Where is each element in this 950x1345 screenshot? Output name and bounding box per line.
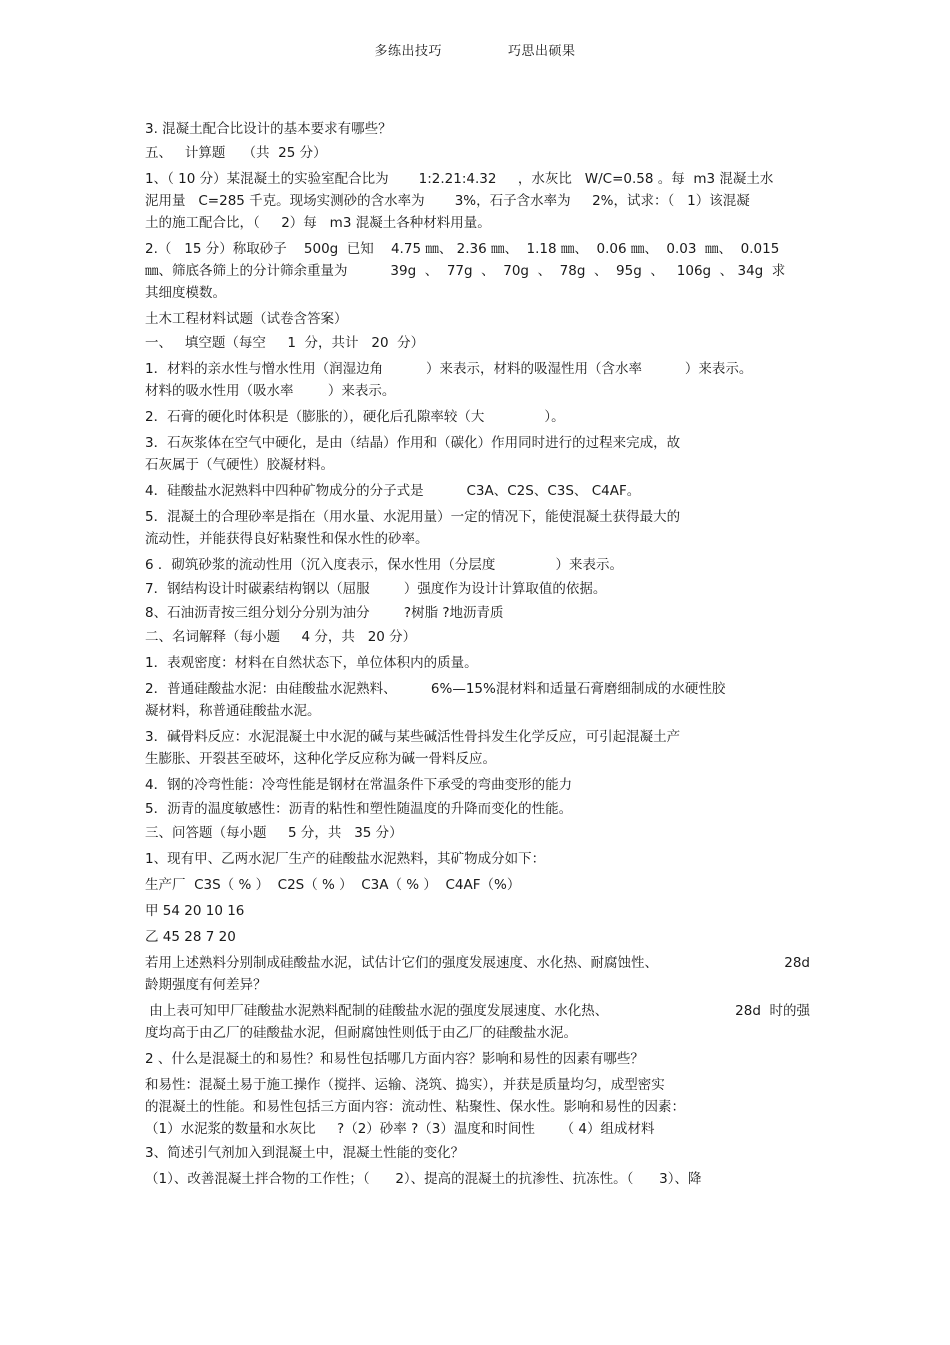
calc-1-line-1: 1、（ 10 分）某混凝土的实验室配合比为 1:2.21:4.32 ，水灰比 W/C=0.58 。每 m3 混凝土水: [145, 171, 774, 187]
qa-1-question-28d: 28d: [784, 955, 810, 971]
qa-2-answer-line-2: 的混凝土的性能。和易性包括三方面内容：流动性、粘聚性、保水性。影响和易性的因素：: [145, 1099, 685, 1115]
qa-2-question: 2 、什么是混凝土的和易性？和易性包括哪几方面内容？影响和易性的因素有哪些？: [145, 1051, 644, 1067]
fill-3-line-1: 3．石灰浆体在空气中硬化，是由（结晶）作用和（碳化）作用同时进行的过程来完成，故: [145, 435, 681, 451]
fill-8-line: 8、石油沥青按三组分划分分别为油分 ?树脂 ?地沥青质: [145, 605, 504, 621]
qa-3-question: 3、简述引气剂加入到混凝土中，混凝土性能的变化？: [145, 1145, 465, 1161]
qa-1-question-text: 若用上述熟料分别制成硅酸盐水泥，试估计它们的强度发展速度、水化热、耐腐蚀性、: [145, 955, 658, 971]
section-2-heading: 二、名词解释（每小题 4 分，共 20 分）: [145, 629, 417, 645]
term-2-line-1: 2．普通硅酸盐水泥：由硅酸盐水泥熟料、 6%—15%混材料和适量石膏磨细制成的水硬性胶: [145, 681, 726, 697]
qa-1-table-header: 生产厂 C3S（ % ） C2S（ % ） C3A（ % ） C4AF（%）: [145, 877, 521, 893]
term-3-line-2: 生膨胀、开裂甚至破坏，这种化学反应称为碱一骨料反应。: [145, 751, 496, 767]
qa-1-line-1: 1、现有甲、乙两水泥厂生产的硅酸盐水泥熟料，其矿物成分如下：: [145, 851, 546, 867]
term-3-line-1: 3．碱骨料反应：水泥混凝土中水泥的碱与某些碱活性骨抖发生化学反应，可引起混凝土产: [145, 729, 681, 745]
qa-2-answer-line-1: 和易性：混凝土易于施工操作（搅拌、运输、浇筑、捣实），并获是质量均匀，成型密实: [145, 1077, 665, 1093]
qa-1-answer-text: 由上表可知甲厂硅酸盐水泥熟料配制的硅酸盐水泥的强度发展速度、水化热、: [145, 1003, 609, 1019]
fill-3-line-2: 石灰属于（气硬性）胶凝材料。: [145, 457, 334, 473]
fill-6-line: 6 ．砌筑砂浆的流动性用（沉入度表示，保水性用（分层度 ）来表示。: [145, 557, 623, 573]
qa-1-row-jia: 甲 54 20 10 16: [145, 903, 245, 919]
page-header: [0, 40, 950, 59]
document-body: [145, 118, 810, 1190]
qa-1-answer-line-1: [145, 1000, 810, 1022]
fill-7-line: 7．钢结构设计时碳素结构钢以（屈服 ）强度作为设计计算取值的依据。: [145, 581, 607, 597]
qa-1-row-yi: 乙 45 28 7 20: [145, 929, 236, 945]
header-right-text: 巧思出硕果: [508, 44, 576, 59]
calc-1-line-3: 土的施工配合比，（ 2）每 m3 混凝土各种材料用量。: [145, 215, 491, 231]
calc-2-line-2: ㎜、筛底各筛上的分计筛余重量为 39g 、 77g 、 70g 、 78g 、 95g 、 106g 、 34g 求: [145, 263, 786, 279]
qa-3-answer-line-1: （1）、改善混凝土拌合物的工作性；（ 2）、提高的混凝土的抗渗性、抗冻性。（ 3）、降: [145, 1171, 702, 1187]
term-1-line: 1．表观密度：材料在自然状态下，单位体积内的质量。: [145, 655, 478, 671]
term-2-line-2: 凝材料，称普通硅酸盐水泥。: [145, 703, 321, 719]
fill-5-line-1: 5．混凝土的合理砂率是指在（用水量、水泥用量）一定的情况下，能使混凝土获得最大的: [145, 509, 681, 525]
qa-1-answer-28d: 28d 时的强: [735, 1003, 810, 1019]
fill-1-line-1: 1．材料的亲水性与憎水性用（润湿边角 ）来表示，材料的吸湿性用（含水率 ）来表示。: [145, 361, 753, 377]
qa-1-question-line-1: [145, 952, 810, 974]
qa-1-question-line-2: 龄期强度有何差异？: [145, 977, 267, 993]
term-4-line: 4．钢的冷弯性能：冷弯性能是钢材在常温条件下承受的弯曲变形的能力: [145, 777, 573, 793]
fill-1-line-2: 材料的吸水性用（吸水率 ）来表示。: [145, 383, 396, 399]
calc-1-line-2: 泥用量 C=285 千克。现场实测砂的含水率为 3%，石子含水率为 2%，试求：（ 1）该混凝: [145, 193, 750, 209]
fill-4-line: 4．硅酸盐水泥熟料中四种矿物成分的分子式是 C3A、C2S、C3S、 C4AF。: [145, 483, 641, 499]
section-5-heading: 五、 计算题 （共 25 分）: [145, 145, 327, 161]
qa-2-answer-line-3: （1）水泥浆的数量和水灰比 ?（2）砂率 ?（3）温度和时间性 （ 4）组成材料: [145, 1121, 655, 1137]
section-1-heading: 一、 填空题（每空 1 分，共计 20 分）: [145, 335, 425, 351]
exam-title: 土木工程材料试题（试卷含答案）: [145, 311, 348, 327]
qa-1-answer-line-2: 度均高于由乙厂的硅酸盐水泥，但耐腐蚀性则低于由乙厂的硅酸盐水泥。: [145, 1025, 577, 1041]
question-3-line: 3. 混凝土配合比设计的基本要求有哪些？: [145, 121, 392, 137]
fill-2-line: 2．石膏的硬化时体积是（膨胀的），硬化后孔隙率较（大 ）。: [145, 409, 565, 425]
header-left-text: 多练出技巧: [374, 44, 442, 59]
calc-2-line-3: 其细度模数。: [145, 285, 226, 301]
section-3-heading: 三、问答题（每小题 5 分，共 35 分）: [145, 825, 403, 841]
calc-2-line-1: 2.（ 15 分）称取砂子 500g 已知 4.75 ㎜、 2.36 ㎜、 1.18 ㎜、 0.06 ㎜、 0.03 ㎜、 0.015: [145, 241, 780, 257]
term-5-line: 5．沥青的温度敏感性：沥青的粘性和塑性随温度的升降而变化的性能。: [145, 801, 573, 817]
fill-5-line-2: 流动性，并能获得良好粘聚性和保水性的砂率。: [145, 531, 429, 547]
